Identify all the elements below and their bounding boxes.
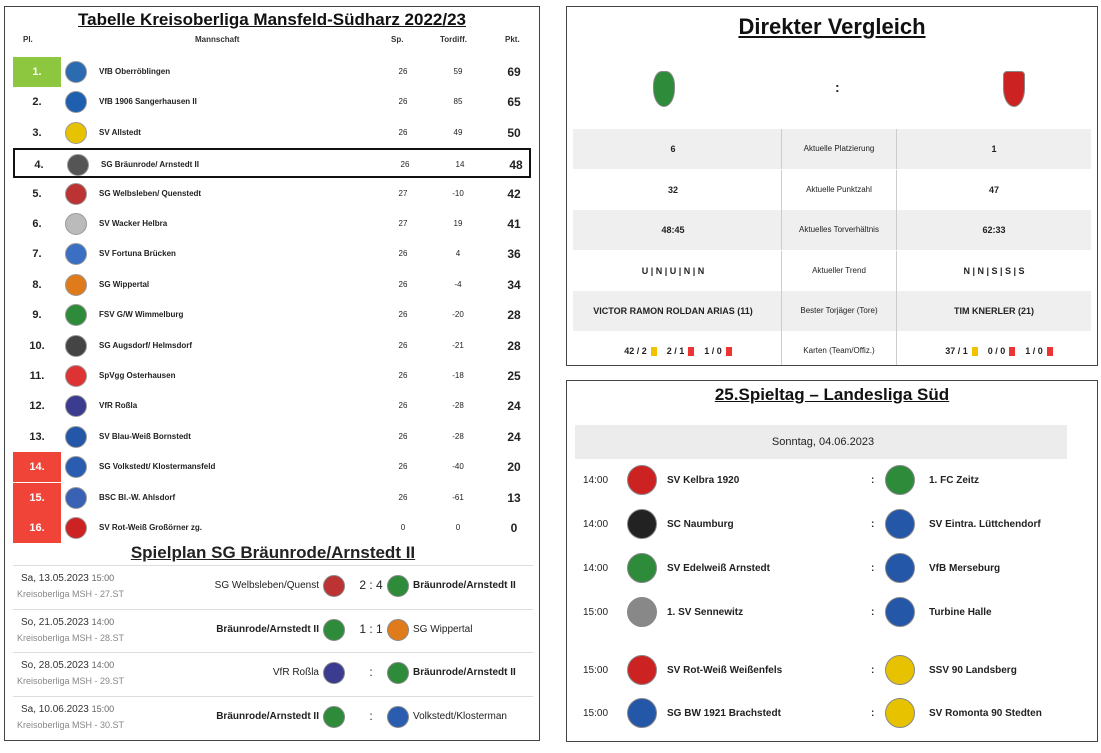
row-points: 20 bbox=[507, 460, 521, 475]
row-team: VfR Roßla bbox=[99, 401, 138, 411]
team-crest-icon bbox=[65, 213, 87, 235]
row-points: 65 bbox=[507, 95, 521, 110]
away-crest-icon bbox=[885, 509, 915, 539]
row-rank: 15. bbox=[13, 483, 61, 513]
row-team: SV Allstedt bbox=[99, 127, 141, 137]
row-games: 0 bbox=[400, 523, 406, 532]
row-rank: 1. bbox=[13, 57, 61, 87]
row-games: 26 bbox=[398, 279, 408, 289]
table-row bbox=[13, 270, 531, 300]
home-crest-icon bbox=[627, 655, 657, 685]
fixture-time: 14:00 bbox=[583, 475, 609, 486]
table-row bbox=[13, 148, 531, 178]
game-home-team: SG Welbsleben/Quenst bbox=[214, 580, 319, 591]
game-date-time bbox=[21, 704, 114, 715]
team-crest-icon bbox=[65, 304, 87, 326]
game-date: So, 21.05.2023 bbox=[21, 616, 89, 628]
home-crest-icon bbox=[323, 619, 345, 641]
table-row bbox=[13, 331, 531, 361]
row-rank: 2. bbox=[32, 96, 42, 109]
cards-label: Karten (Team/Offiz.) bbox=[781, 331, 897, 366]
fixture-away-team: Turbine Halle bbox=[929, 607, 992, 618]
yellow-card-icon bbox=[972, 347, 978, 356]
game-score: 2 : 4 bbox=[359, 578, 383, 592]
fixture-colon: : bbox=[871, 665, 875, 676]
away-crest-icon bbox=[885, 597, 915, 627]
team-crest-icon bbox=[65, 517, 87, 539]
game-league: Kreisoberliga MSH - 28.ST bbox=[17, 632, 125, 643]
team-crest-icon bbox=[65, 365, 87, 387]
spielplan-title: Spielplan SG Bräunrode/Arnstedt II bbox=[130, 543, 416, 562]
team-crest-icon bbox=[65, 395, 87, 417]
game-date-time bbox=[21, 573, 114, 584]
row-goal-diff: -18 bbox=[452, 371, 464, 380]
team-crest-icon bbox=[65, 487, 87, 509]
row-goal-diff: 4 bbox=[455, 249, 461, 259]
row-rank: 5. bbox=[32, 187, 42, 200]
row-points: 28 bbox=[507, 338, 521, 353]
game-score: : bbox=[369, 708, 373, 723]
away-crest-icon bbox=[885, 655, 915, 685]
card-count: 1 / 0 bbox=[1025, 346, 1043, 356]
fixture-away-team: SSV 90 Landsberg bbox=[929, 665, 1017, 676]
fixture-home-team: SV Rot-Weiß Weißenfels bbox=[667, 665, 783, 676]
team-crest-icon bbox=[65, 183, 87, 205]
table-row bbox=[13, 179, 531, 209]
game-date-time bbox=[21, 617, 114, 628]
comparison-row bbox=[573, 210, 1091, 250]
game-time: 15:00 bbox=[91, 573, 115, 583]
fixture-time: 14:00 bbox=[583, 563, 609, 574]
row-points: 25 bbox=[507, 369, 521, 383]
row-team: SG Augsdorf/ Helmsdorf bbox=[99, 340, 193, 350]
team-crest-icon bbox=[65, 243, 87, 265]
row-goal-diff: -61 bbox=[452, 492, 464, 502]
row-goal-diff: -28 bbox=[452, 401, 464, 411]
game-date-time bbox=[21, 660, 114, 671]
team-crest-icon bbox=[65, 426, 87, 448]
comparison-value-b: 62:33 bbox=[982, 225, 1006, 235]
row-team: SG Welbsleben/ Quenstedt bbox=[99, 188, 202, 198]
row-goal-diff: 59 bbox=[453, 67, 463, 76]
fixture-time: 15:00 bbox=[583, 665, 609, 676]
team-crest-icon bbox=[65, 274, 87, 296]
fixture-away-team: 1. FC Zeitz bbox=[929, 475, 980, 486]
comparison-title: Direkter Vergleich bbox=[738, 14, 926, 39]
row-points: 34 bbox=[507, 277, 521, 292]
row-points: 28 bbox=[507, 308, 521, 323]
cards-team-b bbox=[897, 331, 1091, 366]
table-row bbox=[13, 483, 531, 513]
game-time: 14:00 bbox=[91, 660, 115, 670]
row-games: 26 bbox=[398, 67, 408, 76]
team-b-crest-icon bbox=[1003, 71, 1025, 107]
table-row bbox=[13, 118, 531, 148]
row-team: SV Blau-Weiß Bornstedt bbox=[99, 431, 191, 441]
game-away-team: SG Wippertal bbox=[413, 623, 473, 635]
row-goal-diff: -4 bbox=[454, 279, 462, 289]
game-date: Sa, 13.05.2023 bbox=[21, 573, 89, 584]
row-team: FSV G/W Wimmelburg bbox=[99, 310, 184, 320]
fixture-colon: : bbox=[871, 708, 875, 719]
game-date: Sa, 10.06.2023 bbox=[21, 703, 89, 715]
red-card-icon bbox=[1009, 347, 1015, 356]
card-count: 2 / 1 bbox=[666, 346, 685, 356]
row-games: 26 bbox=[398, 127, 408, 137]
comparison-label: Aktuelles Torverhältnis bbox=[781, 210, 897, 250]
game-away-team: Bräunrode/Arnstedt II bbox=[413, 667, 516, 678]
table-row bbox=[13, 300, 531, 330]
fixture-away-team: VfB Merseburg bbox=[929, 563, 1001, 574]
row-games: 26 bbox=[398, 97, 408, 107]
game-away-team: Bräunrode/Arnstedt II bbox=[413, 580, 516, 591]
away-crest-icon bbox=[387, 619, 409, 641]
red-card-icon bbox=[1047, 347, 1053, 356]
fixture-home-team: 1. SV Sennewitz bbox=[667, 607, 744, 618]
away-crest-icon bbox=[885, 465, 915, 495]
comparison-value-b: 1 bbox=[991, 144, 997, 154]
header-team: Mannschaft bbox=[195, 35, 240, 44]
card-count: 42 / 2 bbox=[624, 346, 647, 356]
table-row bbox=[13, 452, 531, 482]
game-time: 14:00 bbox=[91, 616, 115, 627]
cards-team-a bbox=[573, 331, 773, 366]
row-points: 50 bbox=[507, 125, 521, 140]
comparison-value-a: 6 bbox=[670, 144, 676, 154]
comparison-value-a: U | N | U | N | N bbox=[641, 265, 705, 276]
row-goal-diff: 19 bbox=[453, 219, 463, 228]
game-away-team: Volkstedt/Klosterman bbox=[413, 710, 507, 722]
row-points: 24 bbox=[507, 429, 521, 444]
fixture-colon: : bbox=[871, 519, 875, 530]
fixture-away-team: SV Eintra. Lüttchendorf bbox=[929, 519, 1041, 530]
card-count: 37 / 1 bbox=[945, 346, 968, 356]
row-points: 48 bbox=[509, 158, 523, 173]
landesliga-fixture[interactable] bbox=[575, 651, 1087, 691]
row-team: SG Bräunrode/ Arnstedt II bbox=[101, 160, 199, 170]
game-time: 15:00 bbox=[91, 703, 115, 714]
fixture-home-team: SV Kelbra 1920 bbox=[667, 475, 740, 486]
row-rank: 11. bbox=[29, 370, 45, 382]
fixture-time: 15:00 bbox=[583, 607, 609, 618]
fixture-away-team: SV Romonta 90 Stedten bbox=[929, 708, 1042, 719]
fixture-colon: : bbox=[871, 475, 875, 486]
game-league: Kreisoberliga MSH - 30.ST bbox=[17, 719, 125, 730]
game-date: So, 28.05.2023 bbox=[21, 660, 89, 671]
comparison-value-a: VICTOR RAMON ROLDAN ARIAS (11) bbox=[593, 306, 753, 316]
fixture-colon: : bbox=[871, 563, 875, 574]
row-points: 69 bbox=[507, 65, 521, 79]
fixture-home-team: SC Naumburg bbox=[667, 519, 734, 530]
comparison-value-b: TIM KNERLER (21) bbox=[953, 306, 1034, 316]
fixture-home-team: SG BW 1921 Brachstedt bbox=[667, 708, 781, 719]
row-goal-diff: -21 bbox=[452, 340, 464, 350]
row-team: SpVgg Osterhausen bbox=[99, 371, 176, 380]
home-crest-icon bbox=[627, 698, 657, 728]
row-goal-diff: -28 bbox=[452, 431, 464, 441]
game-league: Kreisoberliga MSH - 29.ST bbox=[17, 676, 125, 686]
fixture-home-team: SV Edelweiß Arnstedt bbox=[667, 563, 770, 574]
row-rank: 14. bbox=[13, 452, 61, 482]
row-points: 42 bbox=[507, 186, 521, 201]
home-crest-icon bbox=[627, 509, 657, 539]
comparison-label: Aktuelle Platzierung bbox=[781, 129, 897, 169]
comparison-value-b: 47 bbox=[988, 184, 999, 195]
row-team: SG Volkstedt/ Klostermansfeld bbox=[99, 462, 216, 472]
comparison-label: Aktueller Trend bbox=[781, 251, 897, 291]
row-team: SV Wacker Helbra bbox=[99, 219, 168, 228]
league-table-panel bbox=[4, 6, 540, 741]
team-crest-icon bbox=[67, 154, 89, 176]
row-rank: 8. bbox=[32, 278, 42, 291]
red-card-icon bbox=[726, 347, 732, 356]
comparison-row bbox=[573, 291, 1091, 331]
fixture-row[interactable] bbox=[13, 609, 533, 652]
row-rank: 3. bbox=[32, 126, 42, 139]
comparison-label: Bester Torjäger (Tore) bbox=[781, 291, 897, 331]
comparison-value-a: 48:45 bbox=[661, 225, 685, 235]
comparison-colon: : bbox=[835, 79, 840, 95]
row-rank: 7. bbox=[32, 248, 42, 261]
comparison-label: Aktuelle Punktzahl bbox=[781, 170, 897, 210]
table-row bbox=[13, 422, 531, 452]
home-crest-icon bbox=[323, 706, 345, 728]
row-goal-diff: 49 bbox=[453, 127, 463, 137]
away-crest-icon bbox=[387, 662, 409, 684]
table-title: Tabelle Kreisoberliga Mansfeld-Südharz 2022/23 bbox=[78, 10, 466, 29]
team-crest-icon bbox=[65, 122, 87, 144]
home-crest-icon bbox=[323, 575, 345, 597]
comparison-value-a: 32 bbox=[667, 184, 678, 195]
row-team: VfB 1906 Sangerhausen II bbox=[99, 97, 197, 107]
header-games: Sp. bbox=[391, 35, 404, 44]
comparison-value-b: N | N | S | S | S bbox=[963, 265, 1025, 276]
comparison-row bbox=[573, 170, 1091, 210]
team-a-crest-icon bbox=[653, 71, 675, 107]
away-crest-icon bbox=[885, 698, 915, 728]
table-row bbox=[13, 513, 531, 543]
game-score: : bbox=[369, 665, 373, 679]
game-home-team: VfR Roßla bbox=[272, 667, 319, 678]
row-team: SG Wippertal bbox=[99, 279, 150, 289]
home-crest-icon bbox=[627, 597, 657, 627]
fixture-row[interactable] bbox=[13, 696, 533, 739]
row-rank: 4. bbox=[34, 159, 44, 172]
row-games: 27 bbox=[398, 188, 408, 198]
row-team: BSC Bl.-W. Ahlsdorf bbox=[99, 492, 176, 502]
header-rank: Pl. bbox=[23, 35, 33, 44]
comparison-row-cards bbox=[573, 331, 1091, 366]
row-points: 0 bbox=[510, 521, 518, 535]
landesliga-fixture[interactable] bbox=[575, 505, 1087, 545]
yellow-card-icon bbox=[651, 347, 657, 356]
row-games: 26 bbox=[398, 310, 408, 320]
team-crest-icon bbox=[65, 335, 87, 357]
comparison-row bbox=[573, 129, 1091, 169]
row-goal-diff: 85 bbox=[453, 97, 463, 107]
row-team: SV Rot-Weiß Großörner zg. bbox=[99, 523, 202, 532]
row-rank: 10. bbox=[29, 339, 45, 352]
row-rank: 9. bbox=[32, 309, 42, 322]
game-home-team: Bräunrode/Arnstedt II bbox=[216, 710, 319, 722]
landesliga-fixture[interactable] bbox=[575, 549, 1087, 589]
comparison-row bbox=[573, 251, 1091, 291]
card-count: 1 / 0 bbox=[704, 346, 722, 356]
away-crest-icon bbox=[885, 553, 915, 583]
fixture-colon: : bbox=[871, 607, 875, 618]
fixture-row[interactable] bbox=[13, 565, 533, 608]
row-points: 13 bbox=[507, 490, 521, 505]
team-crest-icon bbox=[65, 61, 87, 83]
row-points: 41 bbox=[507, 217, 521, 231]
row-rank: 13. bbox=[29, 430, 45, 443]
row-team: SV Fortuna Brücken bbox=[99, 249, 176, 259]
row-games: 26 bbox=[398, 492, 408, 502]
home-crest-icon bbox=[627, 465, 657, 495]
landesliga-panel bbox=[566, 380, 1098, 742]
game-league: Kreisoberliga MSH - 27.ST bbox=[17, 589, 125, 599]
game-score: 1 : 1 bbox=[359, 621, 383, 636]
game-home-team: Bräunrode/Arnstedt II bbox=[216, 623, 319, 635]
row-rank: 12. bbox=[29, 400, 45, 413]
card-count: 0 / 0 bbox=[987, 346, 1006, 356]
landesliga-fixture[interactable] bbox=[575, 461, 1087, 501]
fixture-row[interactable] bbox=[13, 652, 533, 695]
row-points: 24 bbox=[507, 399, 521, 414]
row-points: 36 bbox=[507, 247, 521, 262]
team-crest-icon bbox=[65, 456, 87, 478]
home-crest-icon bbox=[323, 662, 345, 684]
row-goal-diff: -20 bbox=[452, 310, 464, 320]
row-goal-diff: -10 bbox=[452, 188, 464, 198]
row-games: 26 bbox=[398, 431, 408, 441]
row-goal-diff: 0 bbox=[455, 523, 461, 532]
row-games: 26 bbox=[398, 371, 408, 380]
away-crest-icon bbox=[387, 575, 409, 597]
row-games: 26 bbox=[398, 340, 408, 350]
landesliga-fixture[interactable] bbox=[575, 694, 1087, 734]
table-row bbox=[13, 87, 531, 117]
landesliga-title: 25.Spieltag – Landesliga Süd bbox=[714, 385, 950, 404]
table-row bbox=[13, 361, 531, 391]
table-row bbox=[13, 209, 531, 239]
table-row bbox=[13, 57, 531, 87]
header-points: Pkt. bbox=[505, 35, 520, 44]
row-goal-diff: 14 bbox=[455, 160, 465, 170]
matchday-date: Sonntag, 04.06.2023 bbox=[575, 425, 1067, 459]
row-goal-diff: -40 bbox=[452, 462, 464, 472]
away-crest-icon bbox=[387, 706, 409, 728]
red-card-icon bbox=[688, 347, 694, 356]
table-row bbox=[13, 391, 531, 421]
header-goal-diff: Tordiff. bbox=[440, 35, 467, 44]
row-games: 26 bbox=[398, 401, 408, 411]
fixture-time: 14:00 bbox=[583, 519, 609, 530]
fixture-time: 15:00 bbox=[583, 708, 609, 719]
home-crest-icon bbox=[627, 553, 657, 583]
row-games: 26 bbox=[398, 249, 408, 259]
landesliga-fixture[interactable] bbox=[575, 593, 1087, 633]
row-games: 26 bbox=[398, 462, 408, 472]
row-rank: 6. bbox=[32, 218, 42, 230]
row-team: VfB Oberröblingen bbox=[99, 67, 171, 76]
row-games: 26 bbox=[400, 160, 410, 170]
row-games: 27 bbox=[398, 219, 408, 228]
direct-comparison-panel bbox=[566, 6, 1098, 366]
row-rank: 16. bbox=[13, 513, 61, 543]
table-row bbox=[13, 239, 531, 269]
team-crest-icon bbox=[65, 91, 87, 113]
